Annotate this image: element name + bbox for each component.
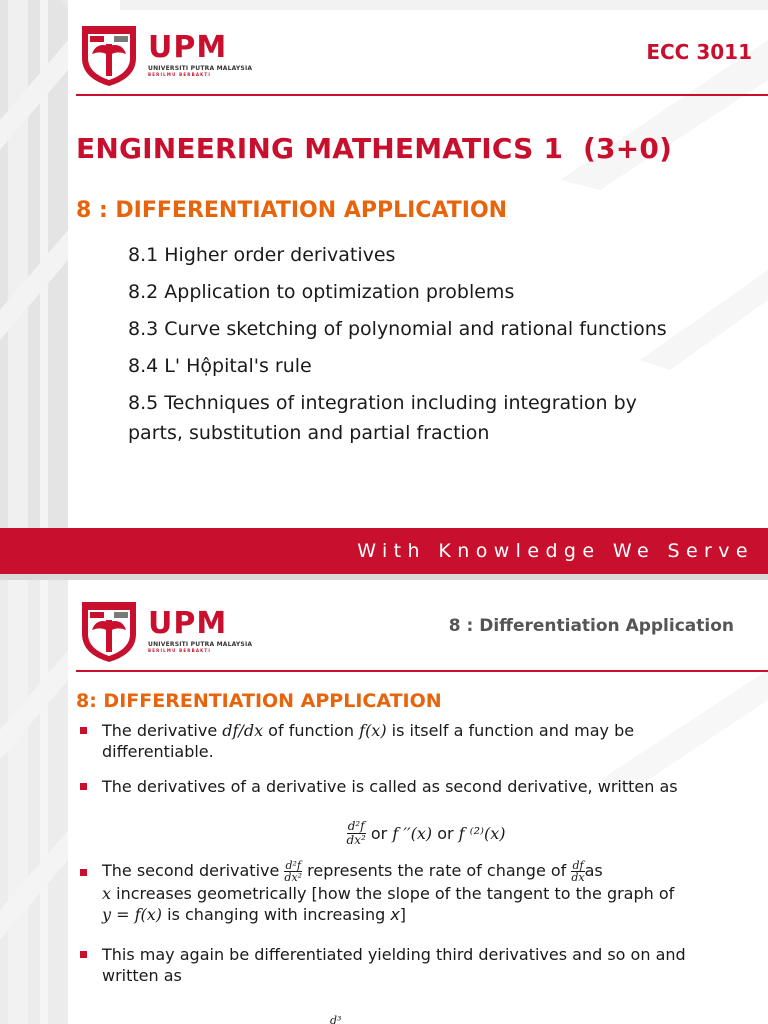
bullet-1: The derivative df/dx of function f(x) is itself a function and may be differentiable. bbox=[76, 720, 756, 776]
bullet-4: This may again be differentiated yielding third derivatives and so on and written as bbox=[76, 944, 756, 994]
cut-off-equation-glyph: d³ bbox=[330, 1014, 342, 1024]
fraction: $\frac{\text{d²f}}{\text{dx²}}$ bbox=[284, 859, 303, 884]
university-motto: BERILMU BERBAKTI bbox=[148, 72, 212, 77]
university-name: UNIVERSITI PUTRA MALAYSIA bbox=[148, 641, 253, 648]
topic-list bbox=[128, 244, 667, 444]
slide-2 bbox=[0, 580, 768, 1024]
chapter-subtitle: 8 : DIFFERENTIATION APPLICATION bbox=[76, 198, 508, 223]
bullet-marker bbox=[80, 727, 87, 734]
upm-crest-icon bbox=[78, 22, 140, 88]
header-title: 8 : Differentiation Application bbox=[448, 616, 734, 636]
bullet-3: The second derivative $\frac{\text{d²f}}{\text{dx²}}$ represents the rate of change of $\frac{df}{dx}$ as x increases geometrically [how the slope of the tangent to the graph of y = f(x) is changing with increasing x] bbox=[76, 860, 756, 944]
upm-logo bbox=[78, 598, 252, 664]
slide-title: ENGINEERING MATHEMATICS 1 (3+0) bbox=[76, 132, 673, 165]
university-name: UNIVERSITI PUTRA MALAYSIA bbox=[148, 65, 253, 72]
topic-item-continued: parts, substitution and partial fraction bbox=[128, 422, 490, 444]
topic-item: 8.1 Higher order derivatives bbox=[128, 244, 396, 266]
bullet-marker bbox=[80, 783, 87, 790]
header-divider bbox=[76, 670, 768, 672]
course-code: ECC 3011 bbox=[646, 40, 752, 64]
bullet-2: The derivatives of a derivative is called as second derivative, written as bbox=[76, 776, 756, 806]
upm-wordmark: UPM bbox=[148, 30, 228, 65]
section-heading: 8: DIFFERENTIATION APPLICATION bbox=[76, 690, 442, 712]
bullet-list bbox=[76, 720, 756, 994]
topic-item: 8.4 L' Hộpital's rule bbox=[128, 355, 312, 377]
upm-crest-icon bbox=[78, 598, 140, 664]
tagline: With Knowledge We Serve bbox=[357, 540, 754, 562]
header-divider bbox=[76, 94, 768, 96]
topic-item: 8.5 Techniques of integration including integration by bbox=[128, 392, 637, 414]
second-derivative-equation: d²f dx² or f ′′(x) or f ⁽²⁾(x) bbox=[346, 818, 506, 847]
university-motto: BERILMU BERBAKTI bbox=[148, 648, 212, 653]
upm-logo bbox=[78, 22, 252, 88]
bullet-marker bbox=[80, 869, 87, 876]
topic-item: 8.2 Application to optimization problems bbox=[128, 281, 515, 303]
topic-item: 8.3 Curve sketching of polynomial and rational functions bbox=[128, 318, 667, 340]
bullet-marker bbox=[80, 951, 87, 958]
fraction: $\frac{df}{dx}$ bbox=[571, 859, 585, 884]
upm-wordmark: UPM bbox=[148, 606, 228, 641]
fraction: d²f dx² bbox=[346, 818, 366, 847]
